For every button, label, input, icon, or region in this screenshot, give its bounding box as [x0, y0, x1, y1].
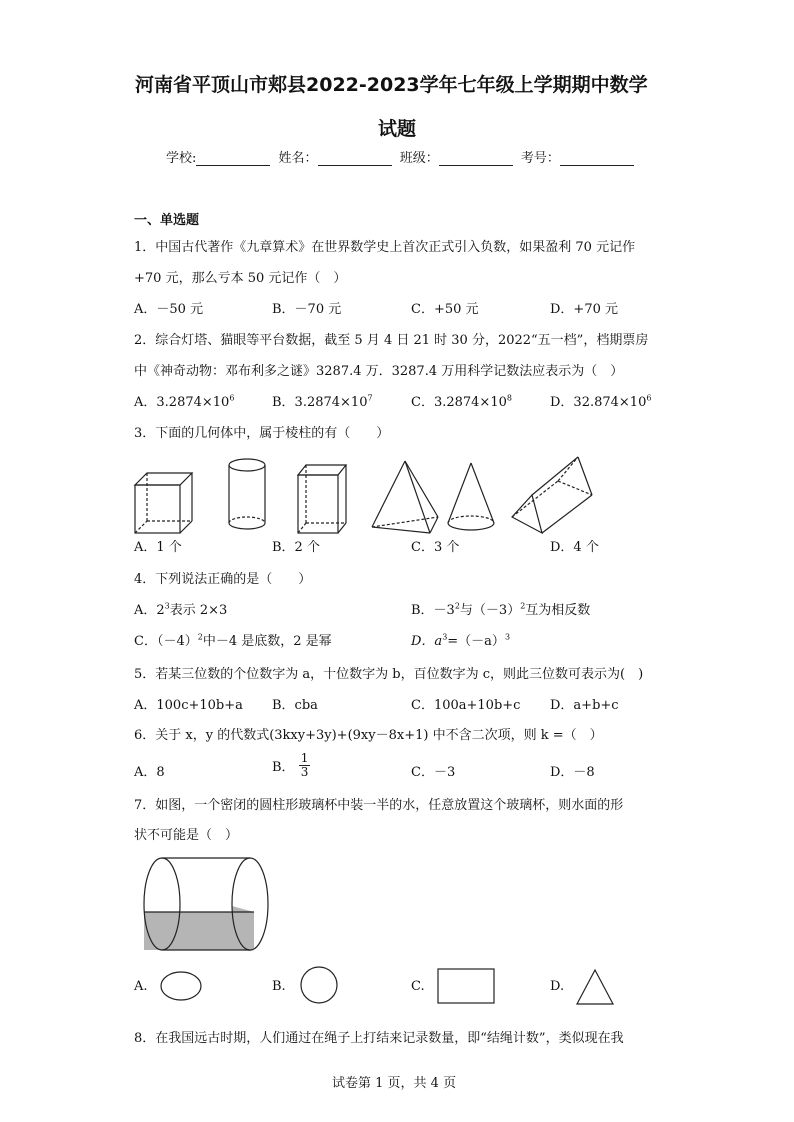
cone-figure — [448, 463, 494, 530]
ellipse-shape-icon — [160, 970, 204, 1004]
q4-stem: 4．下列说法正确的是（ ） — [134, 572, 312, 587]
q3-option-c[interactable]: C．3 个 — [411, 540, 460, 555]
q2-option-d[interactable] — [550, 391, 651, 410]
q2-stem-2: 中《神奇动物：邓布利多之谜》3287.4 万．3287.4 万用科学记数法应表示为（ ） — [134, 364, 624, 379]
q1-option-c[interactable]: C．+50 元 — [411, 302, 479, 317]
q5-stem: 5．若某三位数的个位数字为 a，十位数字为 b，百位数字为 c，则此三位数可表示为( ) — [134, 667, 644, 682]
q2-option-a-text: A．3.2874×10 — [134, 395, 230, 410]
q3-stem: 3．下面的几何体中，属于棱柱的有（ ） — [134, 426, 390, 441]
q1-option-b[interactable]: B．－70 元 — [272, 302, 342, 317]
q7-option-a-label[interactable]: A. — [134, 979, 148, 994]
q5-option-c[interactable]: C．100a+10b+c — [411, 698, 521, 713]
q4-c-text: 中－4 是底数，2 是幂 — [202, 634, 332, 649]
q5-option-a[interactable]: A．100c+10b+a — [134, 698, 243, 713]
q3-solids-figure — [130, 455, 600, 535]
class-label: 班级： — [399, 151, 439, 166]
q6-option-c[interactable]: C．－3 — [411, 765, 456, 780]
student-info-row — [166, 147, 638, 166]
q1-stem-1: 1．中国古代著作《九章算术》在世界数学史上首次正式引入负数，如果盈利 70 元记作 — [134, 240, 636, 255]
q6-stem: 6．关于 x，y 的代数式(3kxy+3y)+(9xy－8x+1) 中不含二次项，则 k =（ ） — [134, 728, 603, 743]
q3-option-d[interactable]: D．4 个 — [550, 540, 599, 555]
name-blank[interactable] — [318, 153, 392, 166]
q1-option-a[interactable]: A．－50 元 — [134, 302, 204, 317]
class-blank[interactable] — [439, 153, 513, 166]
q2-option-c[interactable] — [411, 391, 512, 410]
q4-d-exp1: 3 — [442, 632, 448, 642]
q4-option-c[interactable] — [134, 630, 332, 649]
q5-option-b[interactable]: B．cba — [272, 698, 318, 713]
q6-option-b[interactable] — [272, 752, 310, 779]
q4-b-exp1: 2 — [454, 601, 460, 611]
page-title-line2: 试题 — [378, 118, 417, 140]
q4-b-text: 互为相反数 — [525, 603, 591, 618]
q2-option-c-exp: 8 — [506, 393, 512, 403]
q2-stem-1: 2．综合灯塔、猫眼等平台数据，截至 5 月 4 日 21 时 30 分，2022“五一档”，档期票房 — [134, 333, 649, 348]
q4-option-a[interactable] — [134, 599, 227, 618]
q3-option-b[interactable]: B．2 个 — [272, 540, 320, 555]
q4-a-exp: 3 — [164, 601, 170, 611]
q4-c-base: C．（－4） — [134, 634, 198, 649]
q3-option-a[interactable]: A．1 个 — [134, 540, 182, 555]
q2-option-a-exp: 6 — [229, 393, 235, 403]
q2-option-c-text: C．3.2874×10 — [411, 395, 507, 410]
q5-option-d[interactable]: D．a+b+c — [550, 698, 619, 713]
name-label: 姓名： — [278, 151, 318, 166]
q4-b-mid: 与（－3） — [459, 603, 521, 618]
exam-no-label: 考号： — [520, 151, 560, 166]
q7-stem-1: 7．如图，一个密闭的圆柱形玻璃杯中装一半的水，任意放置这个玻璃杯，则水面的形 — [134, 798, 624, 813]
q7-option-b-label[interactable]: B. — [272, 979, 286, 994]
q6-b-fraction — [299, 752, 311, 779]
q4-option-d[interactable] — [411, 630, 510, 649]
q7-stem-2: 状不可能是（ ） — [134, 828, 239, 843]
q2-option-b[interactable] — [272, 391, 373, 410]
q6-option-a[interactable]: A．8 — [134, 765, 165, 780]
q4-d-mid: =（－a） — [447, 634, 505, 649]
q6-b-label: B． — [272, 760, 295, 775]
q7-glass-cylinder-figure — [140, 850, 290, 955]
q2-option-d-exp: 6 — [646, 393, 652, 403]
q6-b-numerator: 1 — [300, 751, 309, 765]
exam-no-blank[interactable] — [560, 153, 634, 166]
cuboid-figure — [135, 473, 192, 533]
q4-d-base: D．a — [411, 634, 443, 649]
q4-a-base: A．2 — [134, 603, 165, 618]
q4-b-exp2: 2 — [520, 601, 526, 611]
q4-c-exp: 2 — [197, 632, 203, 642]
q7-option-d-label[interactable]: D. — [550, 979, 565, 994]
pyramid-figure — [372, 461, 438, 533]
school-label: 学校: — [166, 151, 197, 166]
q6-option-d[interactable]: D．－8 — [550, 765, 595, 780]
q2-option-b-text: B．3.2874×10 — [272, 395, 368, 410]
q8-stem: 8．在我国远古时期，人们通过在绳子上打结来记录数量，即“结绳计数”，类似现在我 — [134, 1031, 624, 1046]
q4-b-base: B．－3 — [411, 603, 455, 618]
triangular-prism-figure — [512, 457, 592, 533]
q1-option-d[interactable]: D．+70 元 — [550, 302, 618, 317]
triangle-shape-icon — [576, 968, 616, 1008]
circle-shape-icon — [300, 966, 340, 1006]
q4-option-b[interactable] — [411, 599, 590, 618]
q2-option-a[interactable] — [134, 391, 234, 410]
q4-a-text: 表示 2×3 — [169, 603, 228, 618]
q1-stem-2: +70 元，那么亏本 50 元记作（ ） — [134, 271, 347, 286]
q6-b-denominator: 3 — [300, 765, 309, 779]
section-title: 一、单选题 — [134, 213, 200, 228]
q7-option-c-label[interactable]: C. — [411, 979, 425, 994]
q2-option-b-exp: 7 — [367, 393, 373, 403]
school-blank[interactable] — [196, 153, 270, 166]
cube-figure — [298, 465, 346, 533]
cylinder-figure — [229, 459, 265, 529]
page-title: 河南省平顶山市郏县2022-2023学年七年级上学期期中数学 — [135, 74, 648, 96]
page-footer: 试卷第 1 页，共 4 页 — [332, 1076, 457, 1091]
q2-option-d-text: D．32.874×10 — [550, 395, 647, 410]
rectangle-shape-icon — [437, 968, 497, 1006]
q4-d-exp2: 3 — [504, 632, 511, 642]
